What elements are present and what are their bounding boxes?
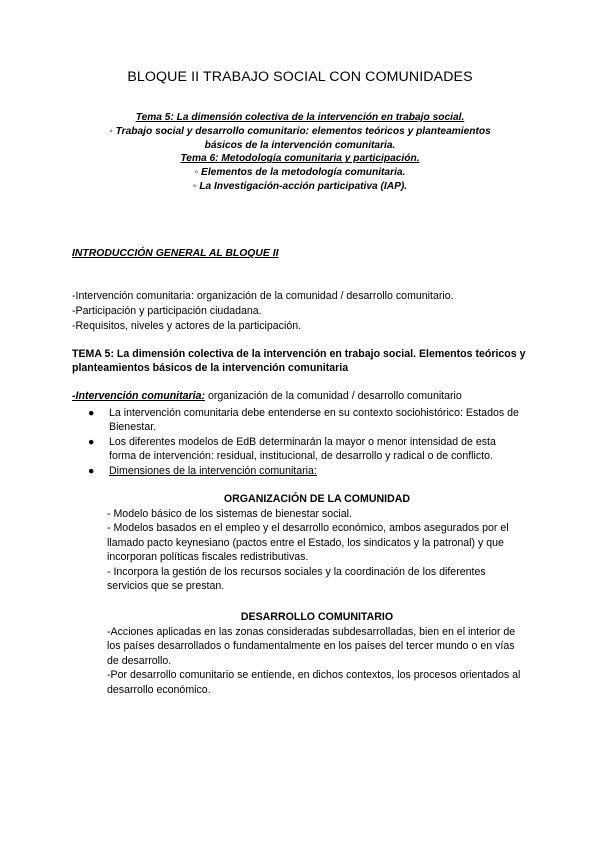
list-item	[72, 464, 519, 479]
organizacion-line: - Incorpora la gestión de los recursos sociales y la coordinación de los diferentes servicios que se prestan.	[107, 565, 486, 592]
organizacion-line: - Modelos basados en el empleo y el desarrollo económico, ambos asegurados por el llamado pacto keynesiano (pactos entre el Estado, los sindicatos y la patronal) y que incorporan políticas fiscales redistributivas.	[107, 522, 509, 563]
bullet-text: La intervención comunitaria debe entenderse en su contexto sociohistórico: Estados de Bienestar.	[109, 406, 519, 433]
page-title: BLOQUE II TRABAJO SOCIAL CON COMUNIDADES	[127, 69, 473, 85]
desarrollo-line: -Acciones aplicadas en las zonas consideradas subdesarrolladas, bien en el interior de los países desarrollados o fundamentalmente en los países del tercer mundo o en vías de desarrollo.	[107, 625, 516, 667]
list-item	[72, 435, 519, 464]
intervencion-label: -Intervención comunitaria:	[72, 390, 206, 402]
desarrollo-section	[107, 610, 527, 697]
bullet-text: Dimensiones de la intervención comunitaria:	[109, 464, 317, 477]
bullet-text: Los diferentes modelos de EdB determinarán la mayor o menor intensidad de esta forma de intervención: residual, institucional, de desarrollo y radical o de conflicto.	[109, 435, 496, 462]
intervencion-bullets	[72, 406, 542, 479]
bullet-icon: ●	[88, 435, 95, 448]
intro-item: -Intervención comunitaria: organización de la comunidad / desarrollo comunitario.	[72, 290, 454, 302]
organizacion-section	[107, 492, 527, 594]
desarrollo-heading: DESARROLLO COMUNITARIO	[240, 611, 394, 623]
toc-tema6: Tema 6: Metodología comunitaria y participación.	[180, 153, 420, 165]
bullet-icon: ●	[88, 464, 95, 477]
intro-item: -Participación y participación ciudadana.	[72, 305, 262, 317]
toc-tema6-sub2: ◦ La Investigación-acción participativa (IAP).	[192, 180, 408, 192]
organizacion-line: - Modelo básico de los sistemas de bienestar social.	[107, 507, 352, 520]
intervencion-rest: organización de la comunidad / desarrollo comunitario	[205, 390, 462, 402]
bullet-icon: ●	[88, 406, 95, 419]
desarrollo-line: -Por desarrollo comunitario se entiende, en dichos contextos, los procesos orientados al desarrollo económico.	[107, 669, 521, 696]
tema5-heading: TEMA 5: La dimensión colectiva de la intervención en trabajo social. Elementos teóricos y planteamientos básicos de la intervención comunitaria	[72, 348, 526, 374]
intro-heading: INTRODUCCIÓN GENERAL AL BLOQUE II	[72, 248, 279, 259]
toc-tema6-sub1: ◦ Elementos de la metodología comunitaria.	[194, 167, 406, 179]
intervencion-line	[72, 389, 542, 404]
intro-list	[72, 289, 532, 334]
toc-tema5: Tema 5: La dimensión colectiva de la intervención en trabajo social.	[135, 112, 465, 123]
intervencion-section	[72, 389, 542, 478]
list-item	[72, 406, 519, 435]
intro-item: -Requisitos, niveles y actores de la participación.	[72, 320, 302, 332]
toc-tema5-sub: ◦ Trabajo social y desarrollo comunitario: elementos teóricos y planteamientos básicos de la intervención comunitaria.	[109, 125, 491, 151]
table-of-contents	[90, 111, 510, 194]
organizacion-heading: ORGANIZACIÓN DE LA COMUNIDAD	[223, 493, 411, 505]
